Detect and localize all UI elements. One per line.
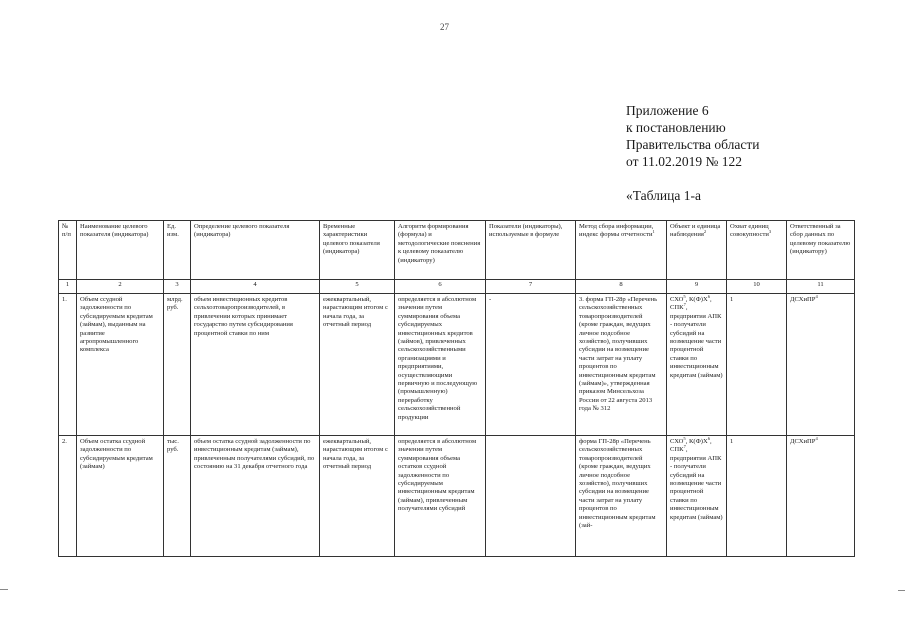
appendix-line-4: от 11.02.2019 № 122 [626, 154, 742, 169]
row-definition: объем остатка ссудной задолженности по инвестиционным кредитам (займам), привлеченным получателями субсидий, по состоянию на 31 декабря отчетного года [191, 436, 320, 557]
column-number: 10 [727, 280, 787, 294]
row-algorithm: определяется в абсолютном значении путем суммирования объема остатков ссудной задолженности по субсидируемым инвестиционным кредитам (займам), привлеченным получателями субсидий [395, 436, 486, 557]
row-name: Объем остатка ссудной задолженности по субсидируемым кредитам (займам) [77, 436, 164, 557]
header-method: Метод сбора информации, индекс формы отчетности$^1$ [576, 221, 667, 280]
row-unit: тыс. руб. [164, 436, 191, 557]
row-unit: млрд. руб. [164, 294, 191, 436]
row-name: Объем ссудной задолженности по субсидируемым кредитам (займам), выданным на развитие агропромышленного комплекса [77, 294, 164, 436]
table-row [59, 294, 855, 436]
column-number: 1 [59, 280, 77, 294]
appendix-line-1: Приложение 6 [626, 103, 709, 118]
scan-edge-mark [898, 590, 905, 591]
header-algorithm: Алгоритм формирования (формула) и методологические пояснения к целевому показателю (индикатору) [395, 221, 486, 280]
row-method: форма ГП-28р «Перечень сельскохозяйственных товаропроизводителей (кроме граждан, ведущих личное подсобное хозяйство), получивших субсидии на возмещение части затрат на уплату процентов по инвестиционным кредитам (зай- [576, 436, 667, 557]
column-number: 11 [787, 280, 855, 294]
row-definition: объем инвестиционных кредитов сельхозтоваропроизводителей, в привлечении которых принимает государство путем субсидирования процентной ставки по ним [191, 294, 320, 436]
header-unit: Ед. изм. [164, 221, 191, 280]
row-indicators [486, 436, 576, 557]
row-method: 3. форма ГП-28р «Перечень сельскохозяйственных товаропроизводителей (кроме граждан, ведущих личное подсобное хозяйство), получивших субсидии на возмещение части затрат на уплату процентов по инвестиционным кредитам (займам)», утвержденная приказом Минсельхоза России от 22 августа 2013 года № 312 [576, 294, 667, 436]
column-number-row [59, 280, 855, 294]
row-num: 2. [59, 436, 77, 557]
row-num: 1. [59, 294, 77, 436]
row-object: СХО$^5$, $К(Ф)Х^6$, СПК$^7$, предприятия АПК - получатели субсидий на возмещение части процентной ставки по инвестиционным кредитам (займам) [667, 436, 727, 557]
table-row [59, 436, 855, 557]
scan-edge-mark [0, 589, 8, 590]
appendix-block [626, 102, 759, 170]
header-coverage: Охват единиц совокупности$^3$ [727, 221, 787, 280]
row-responsible: ДСХиПР$^4$ [787, 294, 855, 436]
column-number: 3 [164, 280, 191, 294]
column-number: 6 [395, 280, 486, 294]
appendix-line-2: к постановлению [626, 120, 726, 135]
column-number: 9 [667, 280, 727, 294]
column-number: 2 [77, 280, 164, 294]
header-definition: Определение целевого показателя (индикатора) [191, 221, 320, 280]
column-number: 7 [486, 280, 576, 294]
table-label: «Таблица 1-а [626, 188, 701, 203]
row-responsible: ДСХиПР$^4$ [787, 436, 855, 557]
header-timing: Временные характеристики целевого показателя (индикатора) [320, 221, 395, 280]
header-num: № п/п [59, 221, 77, 280]
column-number: 4 [191, 280, 320, 294]
row-object: СХО$^5$, $К(Ф)Х^6$, СПК$^7$, предприятия АПК - получатели субсидий на возмещение части процентной ставки по инвестиционным кредитам (займам) [667, 294, 727, 436]
row-indicators: - [486, 294, 576, 436]
header-responsible: Ответственный за сбор данных по целевому показателю (индикатору) [787, 221, 855, 280]
row-timing: ежеквартальный, нарастающим итогом с начала года, за отчетный период [320, 436, 395, 557]
header-indicators: Показатели (индикаторы), используемые в формуле [486, 221, 576, 280]
header-object: Объект и единица наблюдения$^2$ [667, 221, 727, 280]
row-algorithm: определяется в абсолютном значении путем суммирования объема субсидируемых инвестиционных кредитов (займов), привлеченных сельскохозяйственными организациями и предприятиями, осуществляющими первичную и последующую (промышленную) переработку сельскохозяйственной продукции [395, 294, 486, 436]
appendix-line-3: Правительства области [626, 137, 760, 152]
row-timing: ежеквартальный, нарастающим итогом с начала года, за отчетный период [320, 294, 395, 436]
page-number: 27 [440, 22, 449, 32]
row-coverage: 1 [727, 294, 787, 436]
indicators-table [58, 220, 855, 557]
header-row [59, 221, 855, 280]
column-number: 8 [576, 280, 667, 294]
header-name: Наименование целевого показателя (индикатора) [77, 221, 164, 280]
row-coverage: 1 [727, 436, 787, 557]
column-number: 5 [320, 280, 395, 294]
